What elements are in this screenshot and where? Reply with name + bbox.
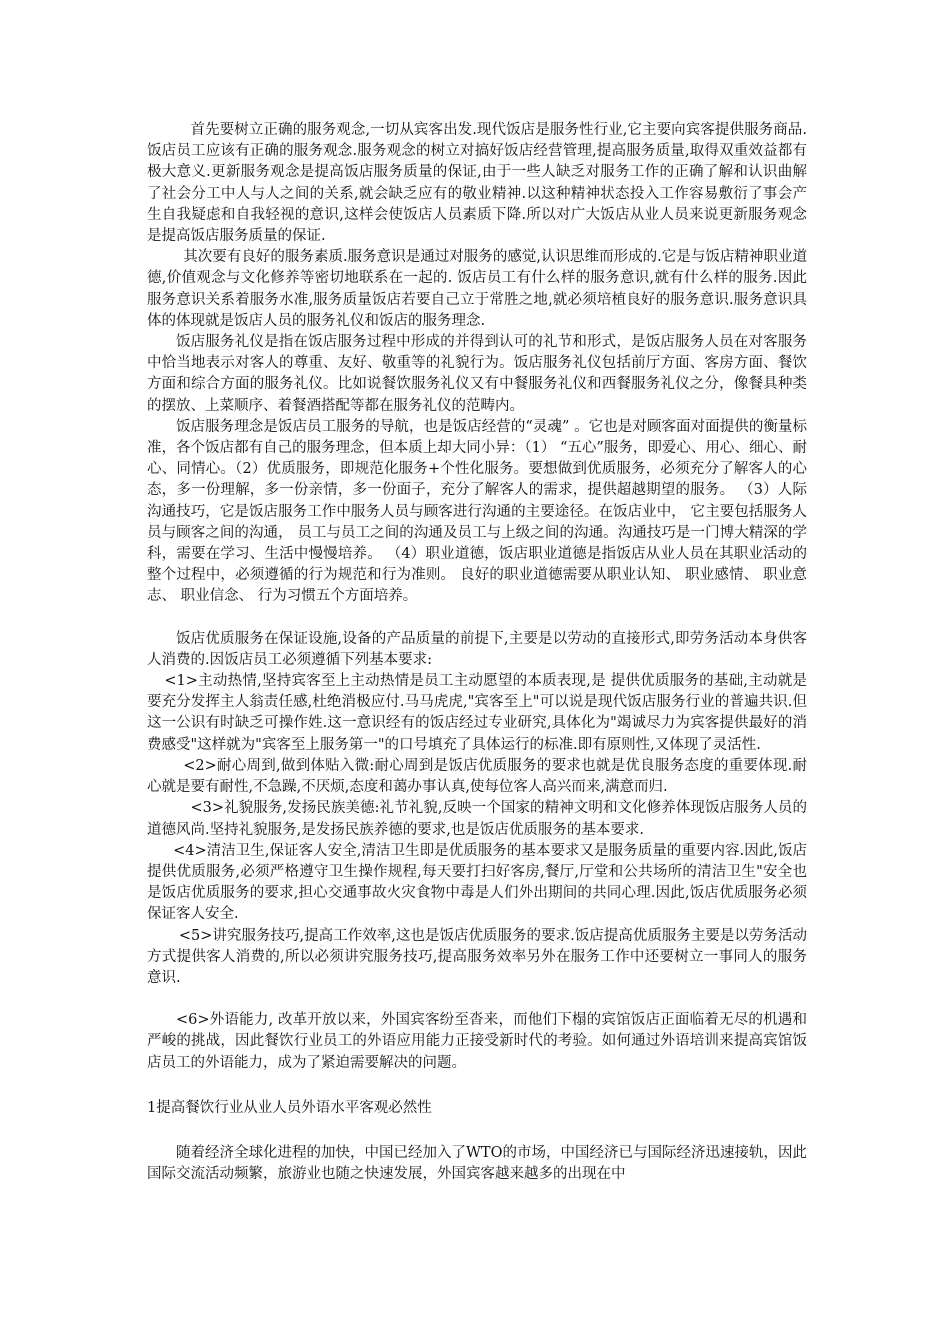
- document-page: [147, 120, 807, 1185]
- paragraph-quality-service-intro: 饭店优质服务在保证设施,设备的产品质量的前提下,主要是以劳动的直接形式,即劳务活动本身供客人消费的.因饭店员工必须遵循下列基本要求:: [147, 630, 807, 668]
- paragraph-gap: [147, 1119, 807, 1143]
- paragraph-service-philosophy: 饭店服务理念是饭店员工服务的导航，也是饭店经营的“灵魂” 。它也是对顾客面对面提供的衡量标准，各个饭店都有自己的服务理念，但本质上却大同小异：（1） “五心”服务，即爱心、用心、细心、耐心、同情心。（2）优质服务，即规范化服务+个性化服务。要想做到优质服务，必须充分了解客人的心态，多一份理解，多一份亲情，多一份面子，充分了解客人的需求，提供超越期望的服务。 （3）人际沟通技巧，它是饭店服务工作中服务人员与顾客进行沟通的主要途径。在饭店业中， 它主要包括服务人员与顾客之间的沟通， 员工与员工之间的沟通及员工与上级之间的沟通。沟通技巧是一门博大精深的学科，需要在学习、生活中慢慢培养。 （4）职业道德，饭店职业道德是指饭店从业人员在其职业活动的整个过程中，必须遵循的行为规范和行为准则。 良好的职业道德需要从职业认知、 职业感情、 职业意志、 职业信念、 行为习惯五个方面培养。: [147, 418, 807, 605]
- paragraph-requirement-5: <5>讲究服务技巧,提高工作效率,这也是饭店优质服务的要求.饭店提高优质服务主要是以劳务活动方式提供客人消费的,所以必须讲究服务技巧,提高服务效率另外在服务工作中还要树立一事同人的服务意识.: [147, 927, 807, 986]
- paragraph-gap: [147, 989, 807, 1010]
- paragraph-gap: [147, 1074, 807, 1098]
- paragraph-requirement-1: <1>主动热情,坚持宾客至上主动热情是员工主动愿望的本质表现,是 提供优质服务的基础,主动就是要充分发挥主人翁责任感,杜绝消极应付.马马虎虎,"宾客至上"可以说是现代饭店服务行业的普遍共识.但这一公识有时缺乏可操作姓.这一意识经有的饭店经过专业研究,具体化为"竭诚尽力为宾客提供最好的消费感受"这样就为"宾客至上服务第一"的口号填充了具体运行的标准.即有原则性,又体现了灵活性.: [147, 673, 807, 753]
- paragraph-service-concept: 首先要树立正确的服务观念,一切从宾客出发.现代饭店是服务性行业,它主要向宾客提供服务商品.饭店员工应该有正确的服务观念.服务观念的树立对搞好饭店经营管理,提高服务质量,取得双重效益都有极大意义.更新服务观念是提高饭店服务质量的保证,由于一些人缺乏对服务工作的正确了解和认识曲解了社会分工中人与人之间的关系,就会缺乏应有的敬业精神.以这种精神状态投入工作容易敷衍了事会产生自我疑虑和自我轻视的意识,这样会使饭店人员素质下降.所以对广大饭店从业人员来说更新服务观念是提高饭店服务质量的保证.: [147, 122, 807, 245]
- paragraph-service-etiquette: 饭店服务礼仪是指在饭店服务过程中形成的并得到认可的礼节和形式，是饭店服务人员在对客服务中恰当地表示对客人的尊重、友好、敬重等的礼貌行为。饭店服务礼仪包括前厅方面、客房方面、餐饮方面和综合方面的服务礼仪。比如说餐饮服务礼仪又有中餐服务礼仪和西餐服务礼仪之分，像餐具种类的摆放、上菜顺序、着餐酒搭配等都在服务礼仪的范畴内。: [147, 334, 807, 414]
- paragraph-requirement-2: <2>耐心周到,做到体贴入微:耐心周到是饭店优质服务的要求也就是优良服务态度的重要体现.耐心就是要有耐性,不急躁,不厌烦,态度和蔼办事认真,使每位客人高兴而来,满意而归.: [147, 757, 807, 796]
- paragraph-gap: [147, 608, 807, 629]
- paragraph-globalization: 随着经济全球化进程的加快，中国已经加入了WTO的市场，中国经济已与国际经济迅速接轨，因此国际交流活动频繁，旅游业也随之快速发展，外国宾客越来越多的出现在中: [147, 1144, 807, 1183]
- paragraph-requirement-3: <3>礼貌服务,发扬民族美德:礼节礼貌,反映一个国家的精神文明和文化修养体现饭店服务人员的道德风尚.坚持礼貌服务,是发扬民族养德的要求,也是饭店优质服务的基本要求.: [147, 800, 807, 838]
- paragraph-requirement-4: <4>清洁卫生,保证客人安全,清洁卫生即是优质服务的基本要求又是服务质量的重要内容.因此,饭店提供优质服务,必须严格遵守卫生操作规程,每天要打扫好客房,餐厅,厅堂和公共场所的清洁卫生"安全也是饭店优质服务的要求,担心交通事故火灾食物中毒是人们外出期间的共同心理.因此,饭店优质服务必须保证客人安全.: [147, 842, 807, 923]
- paragraph-service-quality: 其次要有良好的服务素质.服务意识是通过对服务的感觉,认识思维而形成的.它是与饭店精神职业道德,价值观念与文化修养等密切地联系在一起的. 饭店员工有什么样的服务意识,就有什么样的服务.因此服务意识关系着服务水准,服务质量饭店若要自己立于常胜之地,就必须培植良好的服务意识.服务意识具体的体现就是饭店人员的服务礼仪和饭店的服务理念.: [147, 249, 807, 329]
- paragraph-requirement-6: <6>外语能力, 改革开放以来，外国宾客纷至沓来，而他们下榻的宾馆饭店正面临着无尽的机遇和严峻的挑战，因此餐饮行业员工的外语应用能力正接受新时代的考验。如何通过外语培训来提高宾馆饭店员工的外语能力，成为了紧迫需要解决的问题。: [147, 1012, 807, 1071]
- section-heading: 1提高餐饮行业从业人员外语水平客观必然性: [147, 1099, 432, 1116]
